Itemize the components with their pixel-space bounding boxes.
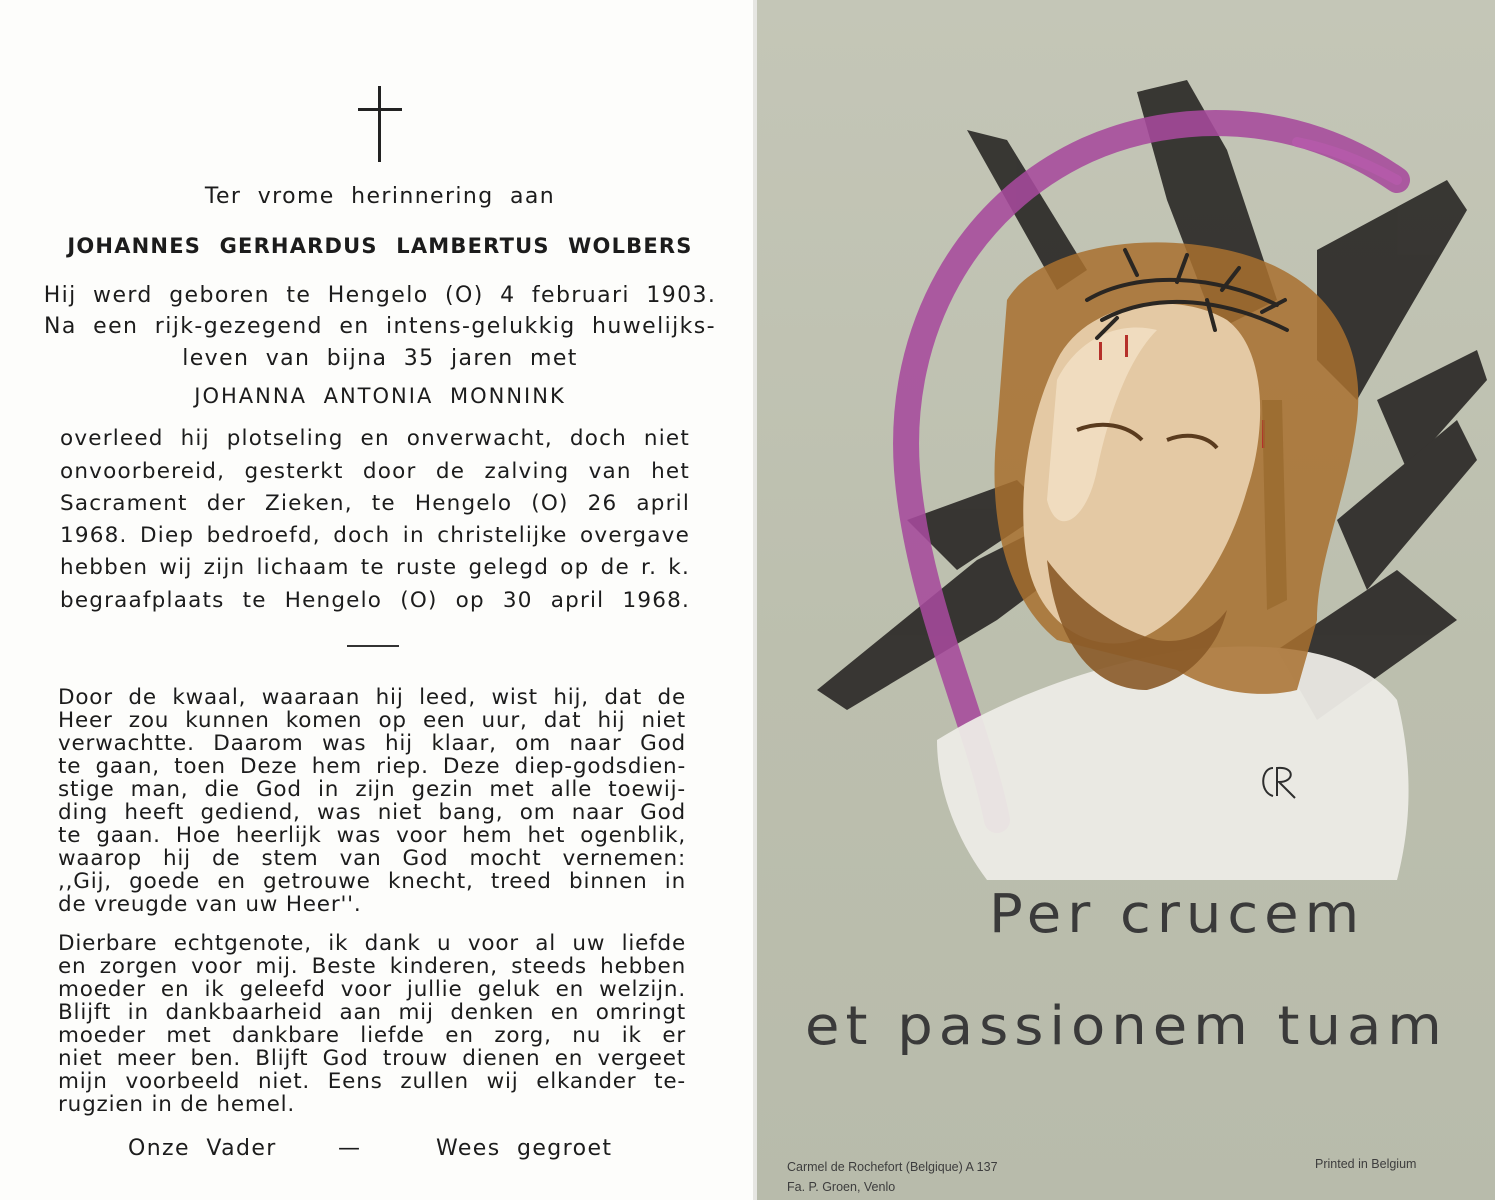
prayer-separator: — [338,1136,362,1161]
birth-line: Na een rijk-gezegend en intens-gelukkig huwelijks- [44,314,716,339]
paragraph-line: stige man, die God in zijn gezin met alle toewij- [58,777,686,802]
motto-line-1: Per crucem [989,883,1366,946]
death-line: begraafplaats te Hengelo (O) op 30 april 1968. [60,588,690,613]
christ-portrait-illustration [757,0,1495,880]
paragraph-line: mijn voorbeeld niet. Eens zullen wij elkander te- [58,1069,686,1094]
divider [347,645,399,647]
cross-icon [358,86,402,162]
paragraph-line: en zorgen voor mij. Beste kinderen, steeds hebben [58,954,686,979]
death-line: 1968. Diep bedroefd, doch in christelijke overgave [60,523,690,548]
publisher-line: Carmel de Rochefort (Belgique) A 137 [787,1160,998,1174]
paragraph-line: niet meer ben. Blijft God trouw dienen en vergeet [58,1046,686,1071]
death-line: hebben wij zijn lichaam te ruste gelegd op de r. k. [60,555,690,580]
prayer-wees-gegroet: Wees gegroet [436,1136,613,1161]
devotional-image-panel [757,0,1495,1200]
paragraph-line: moeder en ik geleefd voor jullie geluk en welzijn. [58,977,686,1002]
intro-line: Ter vrome herinnering aan [204,184,556,209]
paragraph-line: moeder met dankbare liefde en zorg, nu ik er [58,1023,686,1048]
paragraph-line: ,,Gij, goede en getrouwe knecht, treed binnen in [58,869,686,894]
deceased-name: JOHANNES GERHARDUS LAMBERTUS WOLBERS [67,234,693,258]
paragraph-line: Dierbare echtgenote, ik dank u voor al uw liefde [58,931,686,956]
printed-in-label: Printed in Belgium [1315,1157,1417,1171]
distributor-line: Fa. P. Groen, Venlo [787,1180,896,1194]
paragraph-line: ding heeft gediend, was niet bang, om naar God [58,800,686,825]
paragraph-line: de vreugde van uw Heer''. [58,892,362,917]
paragraph-line: waarop hij de stem van God mocht vernemen: [58,846,686,871]
motto-line-2: et passionem tuam [805,995,1448,1058]
artist-monogram-signature [1255,762,1305,802]
paragraph-line: rugzien in de hemel. [58,1092,296,1117]
death-line: overleed hij plotseling en onverwacht, doch niet [60,426,690,451]
paragraph-line: Heer zou kunnen komen op een uur, dat hij niet [58,708,686,733]
birth-line: Hij werd geboren te Hengelo (O) 4 februari 1903. [43,283,717,308]
prayer-onze-vader: Onze Vader [128,1136,277,1161]
death-line: onvoorbereid, gesterkt door de zalving van het [60,459,690,484]
paragraph-line: te gaan. Hoe heerlijk was voor hem het ogenblik, [58,823,686,848]
birth-line: leven van bijna 35 jaren met [182,346,578,371]
spouse-name: JOHANNA ANTONIA MONNINK [194,384,566,408]
paragraph-line: Blijft in dankbaarheid aan mij denken en omringt [58,1000,686,1025]
paragraph-line: Door de kwaal, waaraan hij leed, wist hij, dat de [58,685,686,710]
paragraph-line: verwachtte. Daarom was hij klaar, om naar God [58,731,686,756]
paragraph-line: te gaan, toen Deze hem riep. Deze diep-godsdien- [58,754,686,779]
death-line: Sacrament der Zieken, te Hengelo (O) 26 april [60,491,690,516]
